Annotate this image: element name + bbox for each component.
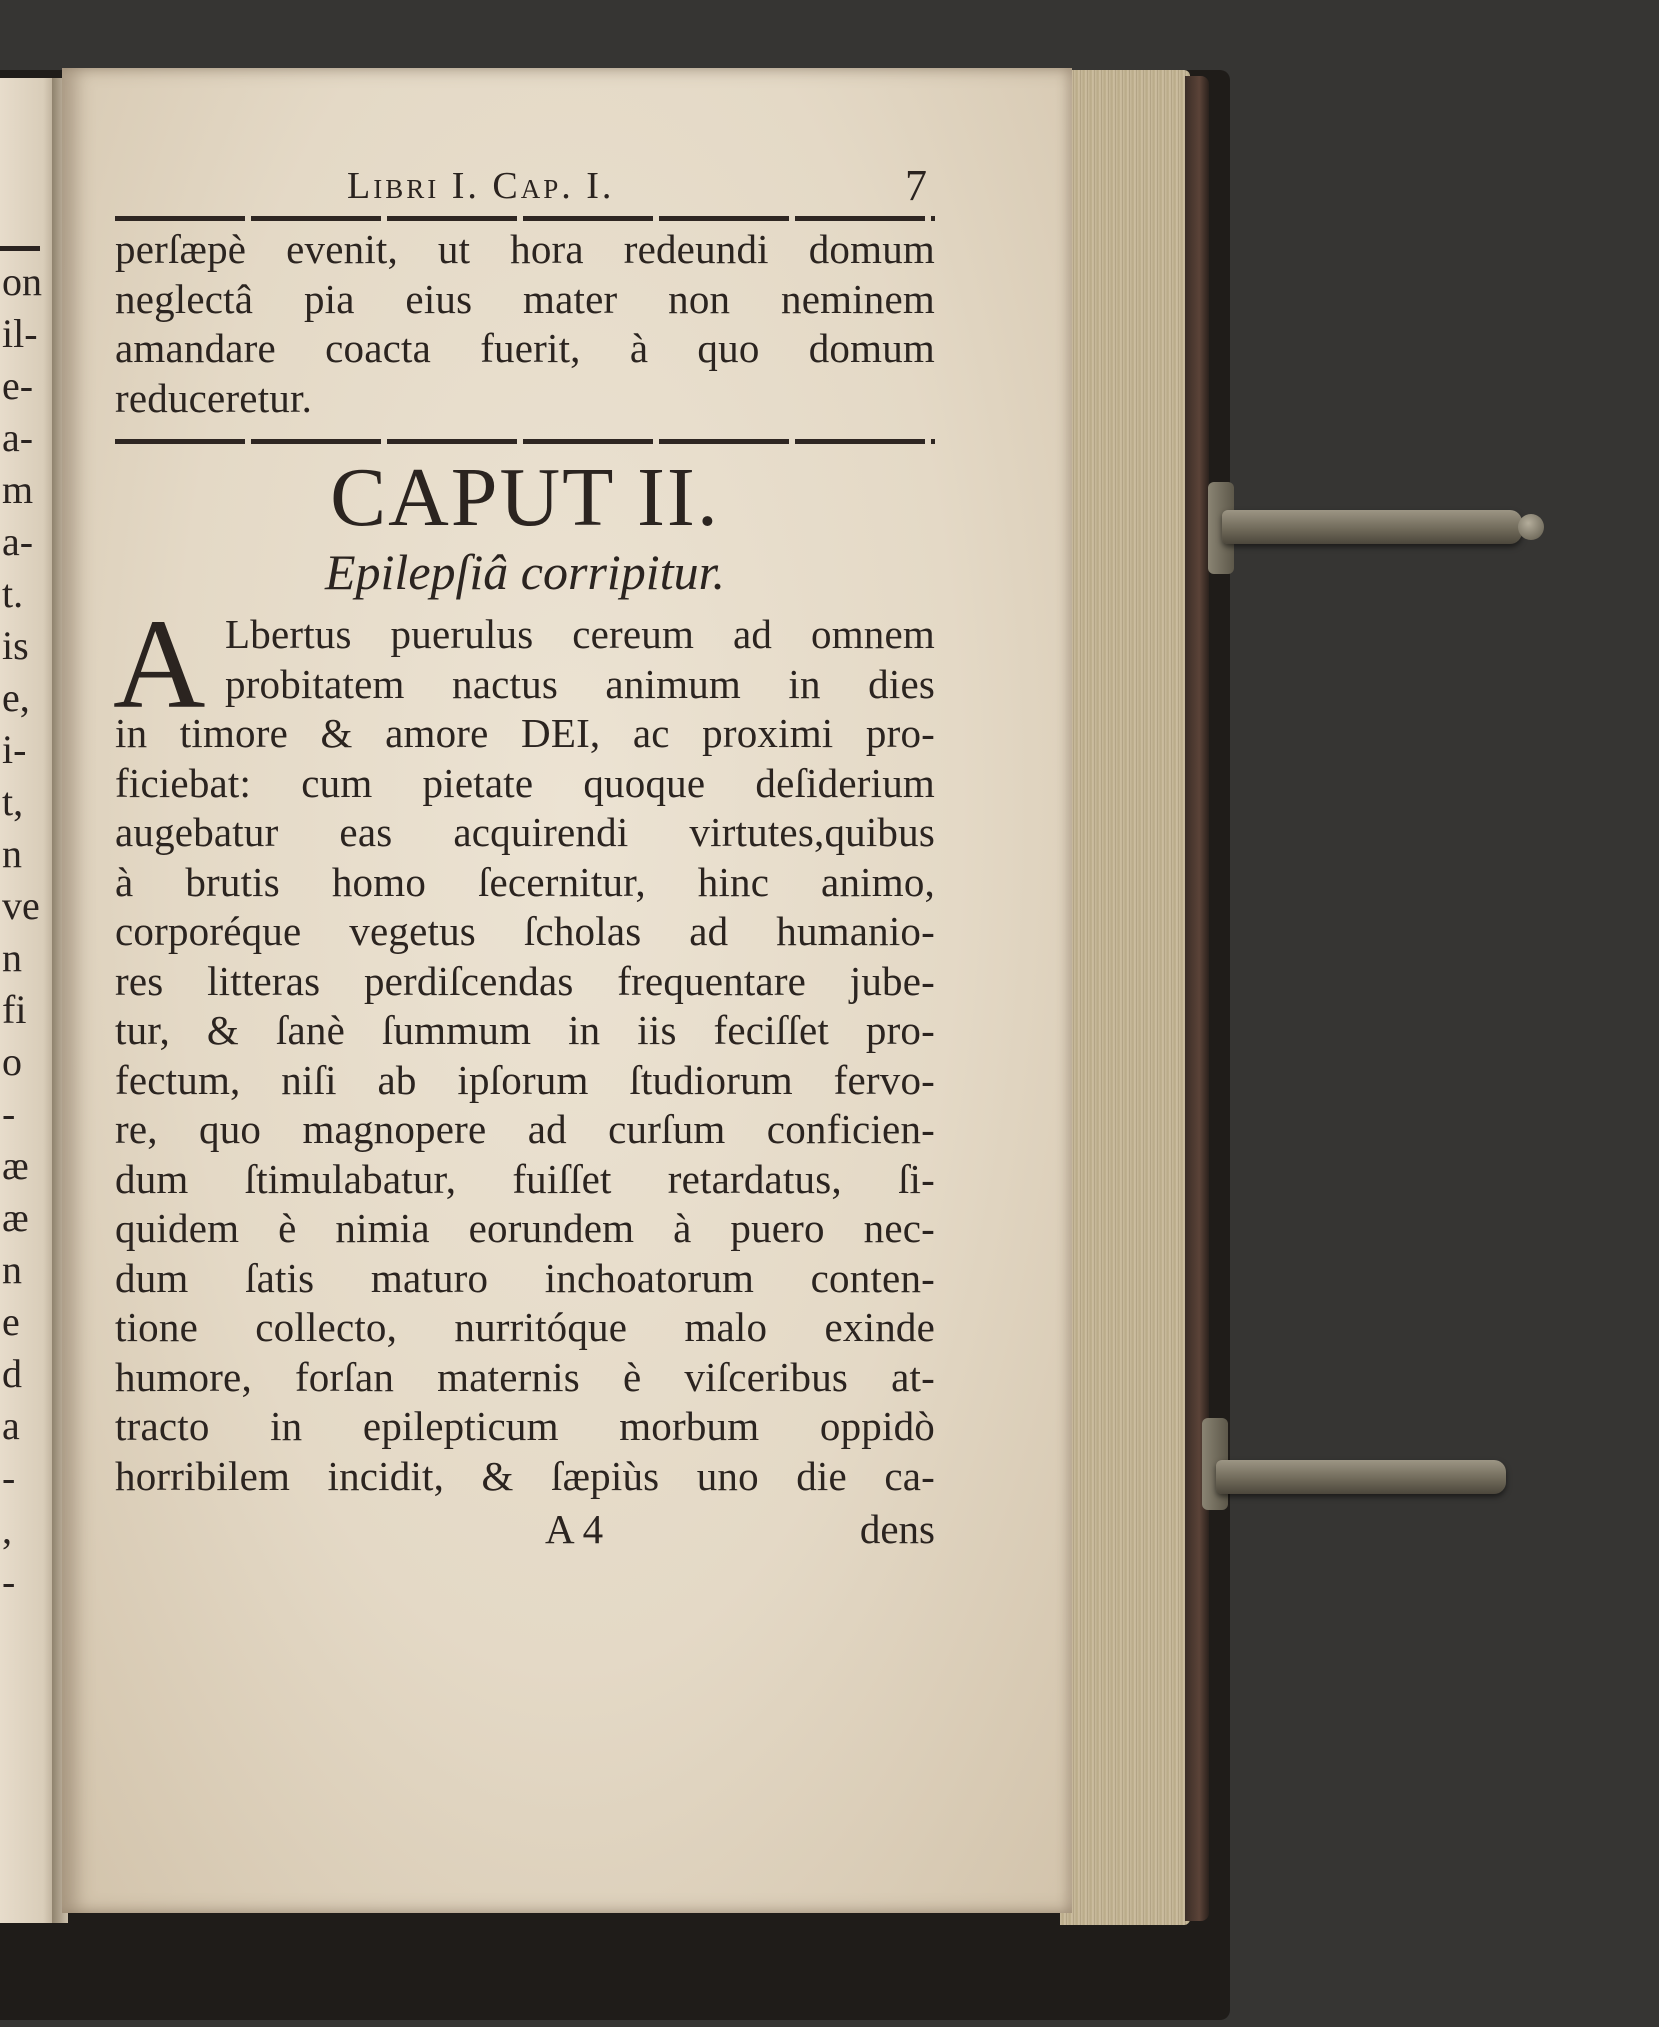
text-line: probitatem nactus animum in dies xyxy=(225,660,935,707)
text-line: perſæpè evenit, ut hora redeundi domum xyxy=(115,226,935,272)
left-fragment: n xyxy=(2,935,22,980)
left-fragment: on xyxy=(2,259,42,304)
text-line: tur, & ſanè ſummum in iis feciſſet pro- xyxy=(115,1007,935,1053)
upper-clasp[interactable] xyxy=(1222,510,1522,544)
chapter-rule xyxy=(115,439,935,444)
left-fragment: is xyxy=(2,623,29,668)
text-line: Lbertus puerulus cereum ad omnem xyxy=(225,611,935,657)
head-rule xyxy=(115,216,935,221)
left-fragment: fi xyxy=(2,987,27,1032)
chapter-title: CAPUT II. xyxy=(330,451,720,544)
left-fragment: d xyxy=(2,1351,22,1396)
left-fragment: e xyxy=(2,1299,20,1344)
left-fragment: n xyxy=(2,831,22,876)
left-fragment: , xyxy=(2,1507,12,1552)
back-cover-edge xyxy=(1185,76,1209,1921)
page-content xyxy=(115,150,935,1557)
left-fragment: e, xyxy=(2,675,30,720)
text-line: tracto in epilepticum morbum oppidò xyxy=(115,1403,935,1449)
text-line: humore, forſan maternis è viſceribus at- xyxy=(115,1353,935,1400)
text-line: corporéque vegetus ſcholas ad humanio- xyxy=(115,908,935,954)
continued-text xyxy=(115,225,935,423)
text-line: in timore & amore DEI, ac proximi pro- xyxy=(115,710,935,756)
chapter-paragraph xyxy=(113,593,935,1501)
left-fragment: æ xyxy=(2,1195,29,1240)
text-line: à brutis homo ſecernitur, hinc animo, xyxy=(115,858,935,905)
left-fragment: n xyxy=(2,1247,22,1292)
left-fragment: il- xyxy=(2,311,38,356)
text-line: reduceretur. xyxy=(115,374,313,421)
text-line: dum ſatis maturo inchoatorum conten- xyxy=(115,1254,935,1301)
running-head xyxy=(115,150,935,216)
running-head-title: Libri I. Cap. I. xyxy=(347,165,615,207)
left-fragment: æ xyxy=(2,1143,29,1188)
left-fragment: - xyxy=(2,1559,16,1604)
left-fragment: a xyxy=(2,1403,20,1448)
left-fragment: i- xyxy=(2,727,27,772)
left-fragment: e- xyxy=(2,363,34,408)
text-line: res litteras perdiſcendas frequentare jube- xyxy=(115,957,935,1004)
signature-mark: A 4 xyxy=(545,1506,604,1552)
text-line: horribilem incidit, & ſæpiùs uno die ca- xyxy=(115,1452,935,1499)
text-line: dum ſtimulabatur, fuiſſet retardatus, ſi- xyxy=(115,1155,935,1202)
page-footer xyxy=(115,1501,935,1557)
text-line: neglectâ pia eius mater non neminem xyxy=(115,275,935,322)
text-line: augebatur eas acquirendi virtutes,quibus xyxy=(115,809,935,855)
chapter-subtitle: Epilepſiâ corripitur. xyxy=(325,544,725,600)
text-line: tione collecto, nurritóque malo exinde xyxy=(115,1304,935,1350)
page-fore-edge xyxy=(1060,70,1190,1925)
drop-initial: A xyxy=(113,593,206,735)
left-fragment: o xyxy=(2,1039,22,1084)
text-line: amandare coacta fuerit, à quo domum xyxy=(115,325,935,371)
left-fragment: a- xyxy=(2,415,34,460)
left-fragment: ve xyxy=(2,883,40,928)
left-fragment: m xyxy=(2,467,34,512)
left-fragment: t. xyxy=(2,571,24,616)
upper-clasp-knob xyxy=(1518,514,1544,540)
left-fragment: a- xyxy=(2,519,34,564)
text-line: ficiebat: cum pietate quoque deſiderium xyxy=(115,759,935,806)
page-number: 7 xyxy=(905,161,927,210)
left-fragment: t, xyxy=(2,779,24,824)
lower-clasp[interactable] xyxy=(1216,1460,1506,1494)
catchword: dens xyxy=(859,1506,935,1552)
left-fragment: - xyxy=(2,1091,16,1136)
left-fragment: - xyxy=(2,1455,16,1500)
text-line: fectum, niſi ab ipſorum ſtudiorum fervo- xyxy=(115,1056,935,1103)
text-line: re, quo magnopere ad curſum conficien- xyxy=(115,1106,935,1152)
text-line: quidem è nimia eorundem à puero nec- xyxy=(115,1205,935,1251)
